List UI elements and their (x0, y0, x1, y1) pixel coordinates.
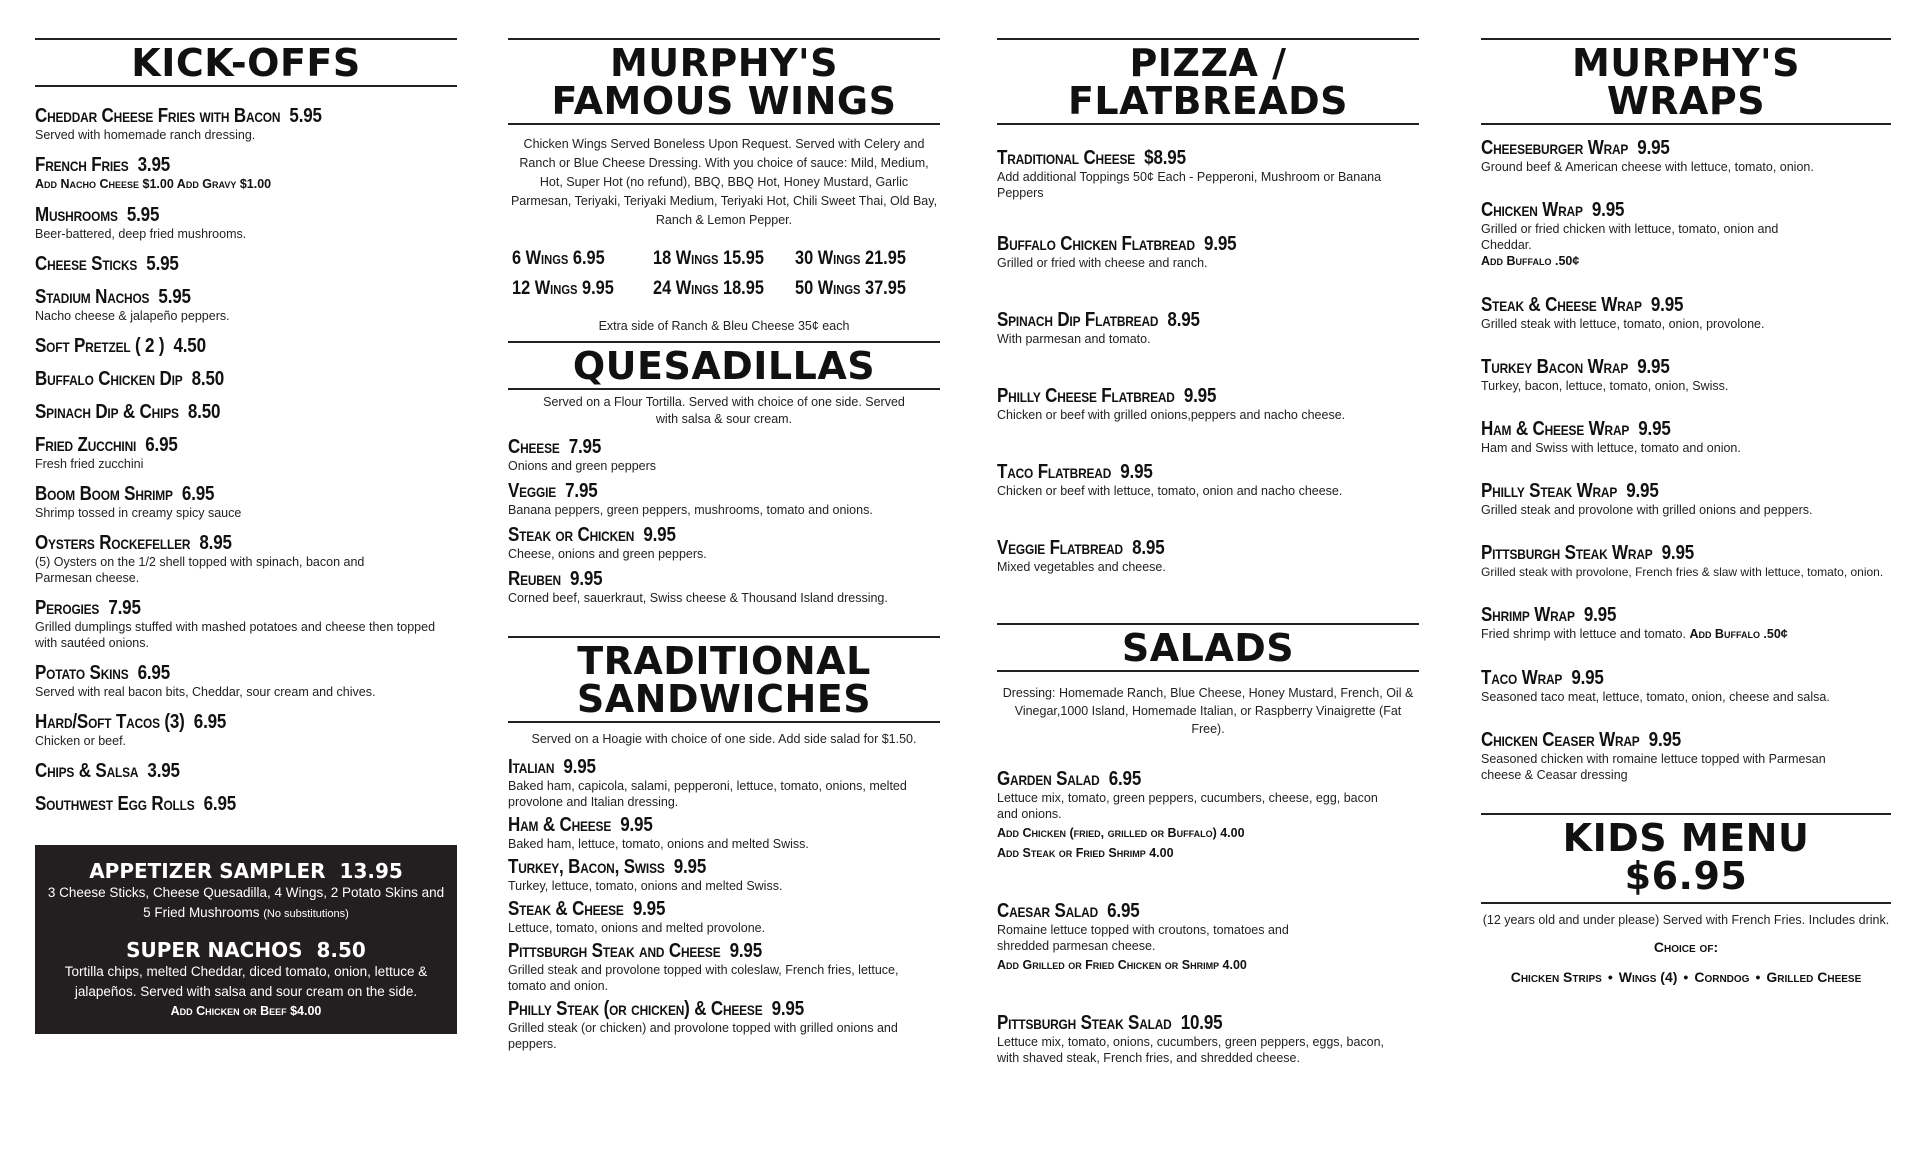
kickoffs-column (35, 38, 457, 1034)
menu-item: Shrimp Wrap 9.95 Fried shrimp with lettuce and tomato. Add Buffalo .50¢ (1481, 604, 1788, 641)
wing-option: 24 Wings 18.95 (653, 278, 765, 299)
wraps-heading: MURPHY'S WRAPS (1481, 38, 1891, 125)
menu-item: Steak or Chicken 9.95 Cheese, onions and green peppers. (508, 524, 707, 561)
quesadillas-heading: QUESADILLAS (508, 341, 940, 390)
wings-column (508, 38, 940, 1052)
salads-description: Dressing: Homemade Ranch, Blue Cheese, Honey Mustard, French, Oil & Vinegar,1000 Island, Homemade Italian, or Raspberry Vinaigrette (Fat Free). (1002, 686, 1414, 736)
menu-item: Buffalo Chicken Dip 8.50 (35, 368, 225, 390)
menu-item: Buffalo Chicken Flatbread 9.95 Grilled or fried with cheese and ranch. (997, 233, 1237, 270)
menu-item: Caesar Salad 6.95 Romaine lettuce topped with croutons, tomatoes and shredded parmesan cheese. Add Grilled or Fried Chicken or Shrimp 4.00 (997, 900, 1289, 972)
kickoffs-heading: KICK-OFFS (35, 38, 457, 87)
menu-item: Italian 9.95 Baked ham, capicola, salami, pepperoni, lettuce, tomato, onions, melted provolone and Italian dressing. (508, 756, 907, 809)
menu-item: Cheese Sticks 5.95 (35, 253, 179, 275)
menu-item: Steak & Cheese 9.95 Lettuce, tomato, onions and melted provolone. (508, 898, 766, 935)
pizza-heading: PIZZA / FLATBREADS (997, 38, 1419, 125)
menu-item: Reuben 9.95 Corned beef, sauerkraut, Swiss cheese & Thousand Island dressing. (508, 568, 888, 605)
menu-item: Ham & Cheese 9.95 Baked ham, lettuce, tomato, onions and melted Swiss. (508, 814, 809, 851)
menu-item: French Fries 3.95 Add Nacho Cheese $1.00 Add Gravy $1.00 (35, 154, 272, 191)
menu-item: Taco Wrap 9.95 Seasoned taco meat, lettuce, tomato, onion, cheese and salsa. (1481, 667, 1830, 704)
menu-item: Philly Cheese Flatbread 9.95 Chicken or beef with grilled onions,peppers and nacho cheese. (997, 385, 1346, 422)
menu-item: Spinach Dip & Chips 8.50 (35, 401, 221, 423)
wing-option: 30 Wings 21.95 (794, 248, 906, 269)
wings-options (508, 244, 940, 304)
wings-extra-note: Extra side of Ranch & Bleu Cheese 35¢ each (598, 319, 850, 333)
menu-item: Stadium Nachos 5.95 Nacho cheese & jalapeño peppers. (35, 286, 230, 323)
menu-item: Fried Zucchini 6.95 Fresh fried zucchini (35, 434, 178, 471)
menu-item: Boom Boom Shrimp 6.95 Shrimp tossed in creamy spicy sauce (35, 483, 242, 520)
menu-item: Traditional Cheese $8.95 Add additional Toppings 50¢ Each - Pepperoni, Mushroom or Banana Peppers (997, 147, 1382, 200)
quesadillas-description: Served on a Flour Tortilla. Served with choice of one side. Served with salsa & sour cream. (543, 395, 905, 426)
wing-option: 50 Wings 37.95 (794, 278, 906, 299)
menu-item: Cheddar Cheese Fries with Bacon 5.95 Served with homemade ranch dressing. (35, 105, 322, 142)
wing-option: 6 Wings 6.95 (512, 248, 605, 269)
menu-item: Philly Steak (or chicken) & Cheese 9.95 Grilled steak (or chicken) and provolone topped with grilled onions and peppers. (508, 998, 898, 1051)
sandwiches-description: Served on a Hoagie with choice of one side. Add side salad for $1.50. (531, 732, 917, 746)
wraps-column (1481, 38, 1891, 987)
menu-item: Pittsburgh Steak Salad 10.95 Lettuce mix, tomato, onions, cucumbers, green peppers, eggs, bacon, with shaved steak, French fries, and shredded cheese. (997, 1012, 1385, 1065)
menu-item: Steak & Cheese Wrap 9.95 Grilled steak with lettuce, tomato, onion, provolone. (1481, 294, 1765, 331)
menu-item: Philly Steak Wrap 9.95 Grilled steak and provolone with grilled onions and peppers. (1481, 480, 1813, 517)
wing-option: 18 Wings 15.95 (653, 248, 765, 269)
menu-item: Mushrooms 5.95 Beer-battered, deep fried mushrooms. (35, 204, 247, 241)
kids-choices: Chicken Strips • Wings (4) • Corndog • Grilled Cheese (1510, 969, 1862, 985)
menu-item: Potato Skins 6.95 Served with real bacon bits, Cheddar, sour cream and chives. (35, 662, 376, 699)
menu-item: Turkey Bacon Wrap 9.95 Turkey, bacon, lettuce, tomato, onion, Swiss. (1481, 356, 1729, 393)
menu-item: Soft Pretzel ( 2 ) 4.50 (35, 335, 206, 357)
menu-item: Perogies 7.95 Grilled dumplings stuffed with mashed potatoes and cheese then topped with sautéed onions. (35, 597, 436, 650)
salads-heading: SALADS (997, 623, 1419, 672)
appetizer-sampler-box: APPETIZER SAMPLER 13.95 3 Cheese Sticks, Cheese Quesadilla, 4 Wings, 2 Potato Skins and 5 Fried Mushrooms (No substitutions) SUPER NACHOS 8.50 Tortilla chips, melted Cheddar, diced tomato, onion, lettuce & jalapeños. Served with salsa and sour cream on the side. Add Chicken or Beef $4.00 (35, 845, 457, 1034)
menu-item: Chips & Salsa 3.95 (35, 760, 180, 782)
menu-item: Spinach Dip Flatbread 8.95 With parmesan and tomato. (997, 309, 1200, 346)
pizza-column (997, 38, 1419, 1066)
kids-choice: Chicken Strips (1510, 969, 1602, 985)
menu-item: Taco Flatbread 9.95 Chicken or beef with lettuce, tomato, onion and nacho cheese. (997, 461, 1343, 498)
menu-item: Cheeseburger Wrap 9.95 Ground beef & American cheese with lettuce, tomato, onion. (1481, 137, 1814, 174)
kids-choice: Grilled Cheese (1766, 969, 1862, 985)
menu-item: Pittsburgh Steak Wrap 9.95 Grilled steak with provolone, French fries & slaw with lettuce, tomato, onion. (1481, 542, 1884, 579)
menu-item: Garden Salad 6.95 Lettuce mix, tomato, green peppers, cucumbers, cheese, egg, bacon and onions. Add Chicken (fried, grilled or Buffalo) 4.00 Add Steak or Fried Shrimp 4.00 (997, 768, 1378, 860)
menu-item: Chicken Wrap 9.95 Grilled or fried chicken with lettuce, tomato, onion and Cheddar. Add Buffalo .50¢ (1481, 199, 1779, 268)
menu-item: Oysters Rockefeller 8.95 (5) Oysters on the 1/2 shell topped with spinach, bacon and Parmesan cheese. (35, 532, 365, 585)
kids-choice: Wings (4) (1618, 969, 1678, 985)
menu-item: Veggie 7.95 Banana peppers, green peppers, mushrooms, tomato and onions. (508, 480, 873, 517)
sandwiches-heading: TRADITIONAL SANDWICHES (508, 636, 940, 723)
menu-item: Ham & Cheese Wrap 9.95 Ham and Swiss with lettuce, tomato and onion. (1481, 418, 1741, 455)
wings-description: Chicken Wings Served Boneless Upon Request. Served with Celery and Ranch or Blue Cheese Dressing. With you choice of sauce: Mild, Medium, Hot, Super Hot (no refund), BBQ, BBQ Hot, Honey Mustard, Garlic Parmesan, Teriyaki, Teriyaki Medium, Teriyaki Hot, Chili Sweet Thai, Old Bay, Ranch & Lemon Pepper. (510, 137, 938, 227)
kids-choice: Corndog (1694, 969, 1750, 985)
kids-description: (12 years old and under please) Served with French Fries. Includes drink. (1482, 913, 1890, 927)
menu-item: Pittsburgh Steak and Cheese 9.95 Grilled steak and provolone topped with coleslaw, French fries, lettuce, tomato and onion. (508, 940, 899, 993)
kids-choice-label: Choice of: (1653, 939, 1719, 955)
kids-heading: KIDS MENU $6.95 (1481, 813, 1891, 898)
wings-heading: MURPHY'S FAMOUS WINGS (508, 38, 940, 125)
wing-option: 12 Wings 9.95 (512, 278, 614, 299)
menu-item: Turkey, Bacon, Swiss 9.95 Turkey, lettuce, tomato, onions and melted Swiss. (508, 856, 783, 893)
menu-item: Hard/Soft Tacos (3) 6.95 Chicken or beef. (35, 711, 227, 748)
menu-item: Chicken Ceaser Wrap 9.95 Seasoned chicken with romaine lettuce topped with Parmesan cheese & Ceasar dressing (1481, 729, 1826, 782)
menu-item: Veggie Flatbread 8.95 Mixed vegetables and cheese. (997, 537, 1166, 574)
menu-item: Southwest Egg Rolls 6.95 (35, 793, 237, 815)
menu-item: Cheese 7.95 Onions and green peppers (508, 436, 657, 473)
